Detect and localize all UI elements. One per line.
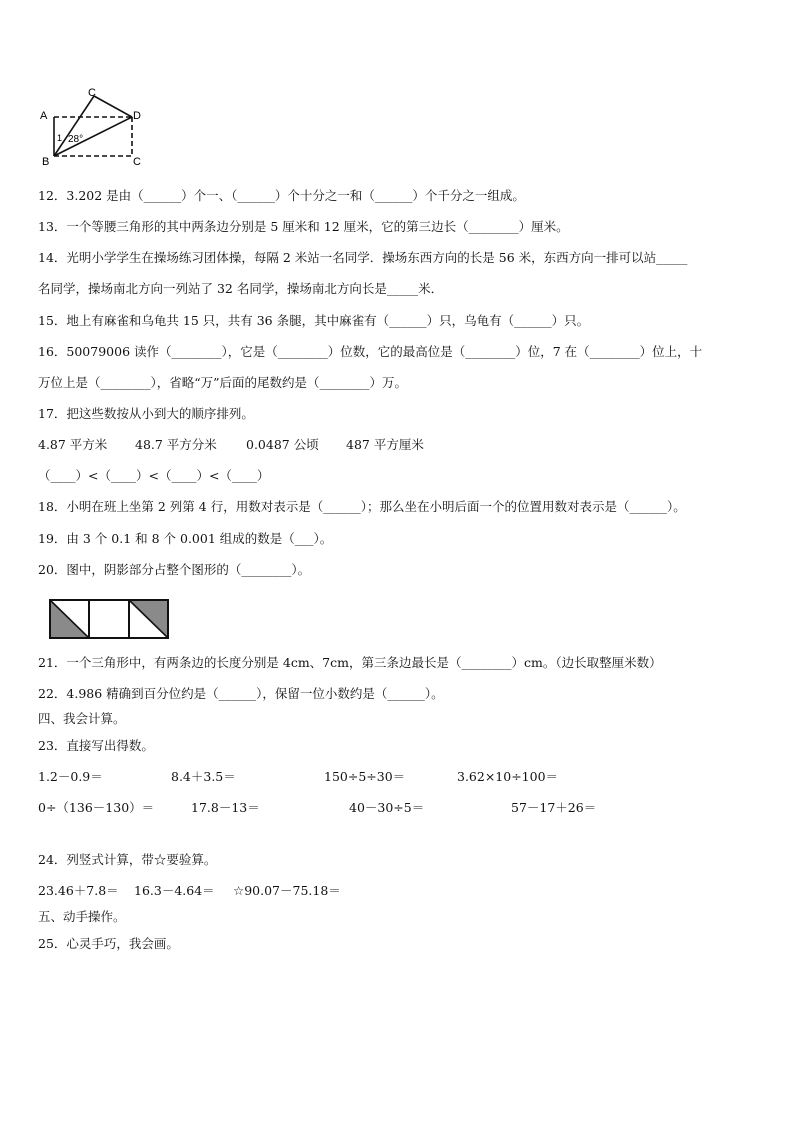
q17-item-3: 0.0487 公顷	[246, 437, 319, 452]
rectangle-fold-figure	[36, 86, 146, 166]
calc-1-1: 1.2－0.9＝	[38, 769, 103, 784]
question-16-line1: 16．50079006 读作（________），它是（________）位数，它的最高位是（________）位，7 在（________）位上，十	[38, 344, 703, 359]
question-13: 13．一个等腰三角形的其中两条边分别是 5 厘米和 12 厘米，它的第三边长（________）厘米。	[38, 219, 569, 234]
question-17: 17．把这些数按从小到大的顺序排列。	[38, 406, 254, 421]
question-20: 20．图中，阴影部分占整个图形的（________）。	[38, 562, 311, 577]
question-14-line2: 名同学，操场南北方向一列站了 32 名同学，操场南北方向长是_____米．	[38, 281, 444, 296]
calc-1-2: 8.4＋3.5＝	[171, 769, 236, 784]
vertical-calc-2: 16.3－4.64＝	[134, 883, 215, 898]
section-4-heading: 四、我会计算。	[38, 711, 126, 726]
section-5-heading: 五、动手操作。	[38, 909, 126, 924]
q17-item-4: 487 平方厘米	[346, 437, 424, 452]
calc-2-3: 40－30÷5＝	[349, 800, 425, 815]
question-14-line1: 14．光明小学学生在操场练习团体操，每隔 2 米站一名同学．操场东西方向的长是 56 米，东西方向一排可以站_____	[38, 250, 688, 265]
question-23: 23．直接写出得数。	[38, 738, 154, 753]
calc-2-1: 0÷（136－130）＝	[38, 800, 155, 815]
question-19: 19．由 3 个 0.1 和 8 个 0.001 组成的数是（___）。	[38, 531, 333, 546]
calc-1-3: 150÷5÷30＝	[324, 769, 406, 784]
label-c-top: C	[88, 87, 96, 99]
question-16-line2: 万位上是（________），省略“万”后面的尾数约是（________）万。	[38, 375, 408, 390]
label-angle-1: 1	[57, 133, 63, 143]
question-24: 24．列竖式计算，带☆要验算。	[38, 852, 217, 867]
label-d: D	[133, 110, 141, 122]
q17-item-2: 48.7 平方分米	[135, 437, 217, 452]
vertical-calc-3: ☆90.07－75.18＝	[233, 883, 341, 898]
question-15: 15．地上有麻雀和乌龟共 15 只，共有 36 条腿，其中麻雀有（______）只，乌龟有（______）只。	[38, 313, 590, 328]
question-18: 18．小明在班上坐第 2 列第 4 行，用数对表示是（______）；那么坐在小明后面一个的位置用数对表示是（______）。	[38, 499, 686, 514]
vertical-calc-1: 23.46＋7.8＝	[38, 883, 119, 898]
calc-2-2: 17.8－13＝	[191, 800, 260, 815]
three-squares-figure	[48, 598, 172, 640]
question-25: 25．心灵手巧，我会画。	[38, 936, 179, 951]
q17-order-blanks: （____）<（____）<（____）<（____）	[38, 468, 270, 483]
label-b: B	[42, 156, 50, 166]
calc-2-4: 57－17＋26＝	[511, 800, 597, 815]
q17-item-1: 4.87 平方米	[38, 437, 108, 452]
question-21: 21．一个三角形中，有两条边的长度分别是 4cm、7cm，第三条边最长是（________）cm。（边长取整厘米数）	[38, 655, 662, 670]
label-angle-28: 28°	[68, 134, 84, 145]
question-22: 22．4.986 精确到百分位约是（______），保留一位小数约是（______）。	[38, 686, 444, 701]
label-c-bottom: C	[133, 156, 141, 166]
question-12: 12．3.202 是由（______）个一、（______）个十分之一和（______）个千分之一组成。	[38, 188, 525, 203]
label-a: A	[40, 110, 48, 122]
calc-1-4: 3.62×10÷100＝	[457, 769, 559, 784]
